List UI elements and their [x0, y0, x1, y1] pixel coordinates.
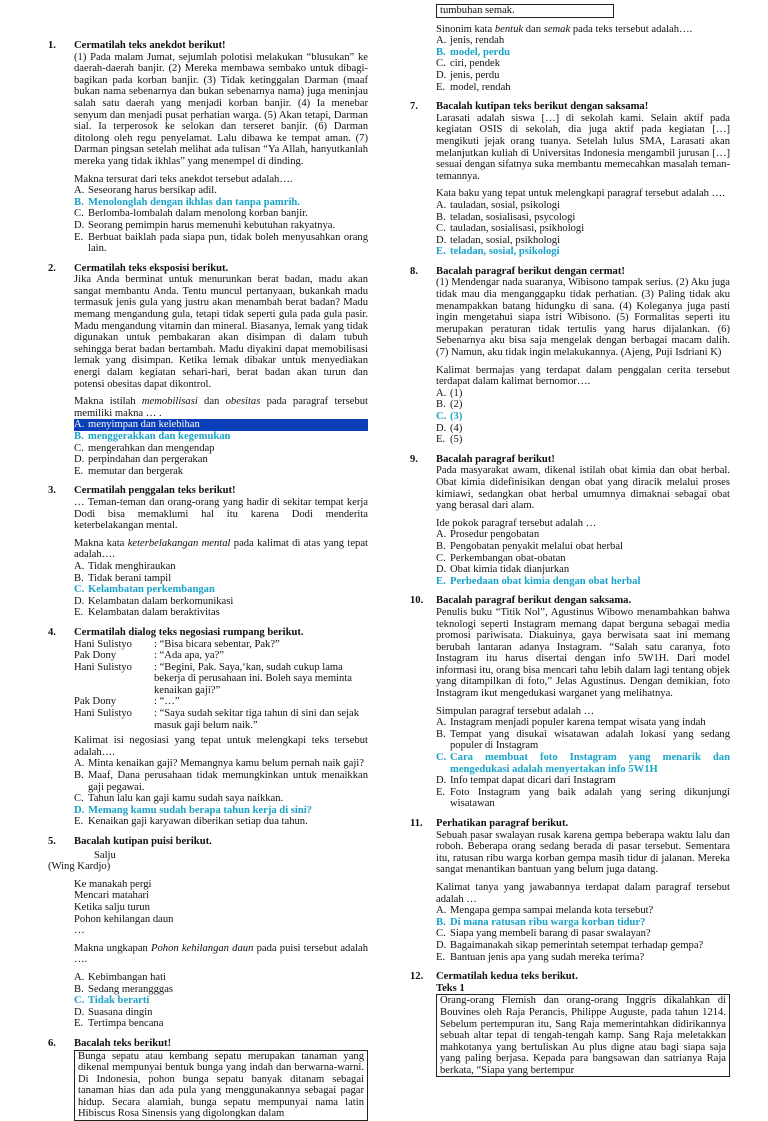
question-title: Cermatilah teks eksposisi berikut. [74, 263, 368, 275]
speaker-name: Hani Sulistyo [74, 639, 154, 651]
option-b[interactable]: B. Di mana ratusan ribu warga korban tidur? [436, 917, 730, 929]
question-prompt: Ide pokok paragraf tersebut adalah … [436, 518, 730, 530]
option-d[interactable]: D. Info tempat dapat dicari dari Instagram [436, 775, 730, 787]
negotiation-dialog [74, 639, 368, 732]
question-3 [48, 485, 368, 619]
question-prompt: Simpulan paragraf tersebut adalah … [436, 706, 730, 718]
question-prompt: Sinonim kata bentuk dan semak pada teks tersebut adalah…. [436, 24, 730, 36]
question-title: Bacalah paragraf berikut dengan cermat! [436, 266, 730, 278]
speaker-name: Hani Sulistyo [74, 662, 154, 697]
question-title: Perhatikan paragraf berikut. [436, 818, 730, 830]
question-10 [410, 595, 730, 810]
question-title: Bacalah teks berikut! [74, 1038, 368, 1050]
question-prompt: Makna tersurat dari teks anekdot tersebut adalah…. [74, 174, 368, 186]
option-e[interactable]: E. teladan, sosial, psikologi [436, 246, 730, 258]
option-e[interactable]: E. (5) [436, 434, 730, 446]
question-title: Cermatilah dialog teks negosiasi rumpang berikut. [74, 627, 368, 639]
left-column [48, 40, 368, 1121]
question-6-continued [410, 24, 730, 94]
option-a[interactable]: A. Kebimbangan hati [74, 972, 368, 984]
right-column [410, 4, 730, 1077]
option-d[interactable]: D. Suasana dingin [74, 1007, 368, 1019]
question-text: (1) Pada malam Jumat, sejumlah polotisi melakukan “blusukan” ke daerah-daerah banjir. (2) Mereka membawa sembako untuk dibagi-bagikan pada korban banjir. (3) Tidak ketinggalan Darman (maaf bukan nama sebenarnya dan bukan sebenarnya nama) juga meninjau salah satu daerah yang menjadi korban banjir. (4) Ia menebar senyum dan menjadi pusat perhatian warga. (5) Akan tetapi, Darman sial. Ia terperosok ke selokan dan terseret banjir. (6) Darman ditolong oleh regu penyelamat. Lalu dibawa ke tempat aman. (7) Darman pingsan setelah melihat ada tulisan “Ya Allah, hanyutkanlah mereka yang tidak ikhlas” yang menempel di dinding. [74, 52, 368, 168]
poem-line: Ketika salju turun [74, 902, 368, 914]
option-c[interactable]: C. Perkembangan obat-obatan [436, 553, 730, 565]
question-5 [48, 836, 368, 1030]
option-a[interactable]: A. Minta kenaikan gaji? Memangnya kamu belum pernah naik gaji? [74, 758, 368, 770]
poem-line: … [74, 925, 368, 937]
question-number: 2. [48, 263, 56, 275]
speaker-line: : “Begini, Pak. Saya,‘kan, sudah cukup lama bekerja di perusahaan ini. Boleh saya meminta kenaikan gaji?” [154, 662, 368, 697]
question-prompt: Kalimat isi negosiasi yang tepat untuk melengkapi teks tersebut adalah…. [74, 735, 368, 758]
option-c[interactable]: C. mengerahkan dan mengendap [74, 443, 368, 455]
speaker-line: : “Saya sudah sekitar tiga tahun di sini dan sejak masuk gaji belum naik.” [154, 708, 368, 731]
option-b[interactable]: B. (2) [436, 399, 730, 411]
poem [74, 850, 368, 937]
question-2 [48, 263, 368, 478]
question-title: Cermatilah teks anekdot berikut! [74, 40, 368, 52]
question-title: Bacalah kutipan teks berikut dengan saksama! [436, 101, 730, 113]
option-d[interactable]: D. Memang kamu sudah berapa tahun kerja di sini? [74, 805, 368, 817]
poem-author: (Wing Kardjo) [48, 861, 368, 873]
speaker-name: Hani Sulistyo [74, 708, 154, 731]
option-c[interactable]: C. Berlomba-lombalah dalam menolong korban banjir. [74, 208, 368, 220]
poem-line: Ke manakah pergi [74, 879, 368, 891]
option-b[interactable]: B. Sedang merangggas [74, 984, 368, 996]
option-e[interactable]: E. Bantuan jenis apa yang sudah mereka terima? [436, 952, 730, 964]
question-number: 4. [48, 627, 56, 639]
option-a[interactable]: A. jenis, rendah [436, 35, 730, 47]
question-number: 9. [410, 454, 418, 466]
option-d[interactable]: D. Kelambatan dalam berkomunikasi [74, 596, 368, 608]
question-title: Cermatilah kedua teks berikut. [436, 971, 730, 983]
text-subtitle: Teks 1 [436, 983, 730, 995]
option-b[interactable]: B. Tempat yang disukai wisatawan adalah lokasi yang sedang populer di Instagram [436, 729, 730, 752]
question-title: Bacalah paragraf berikut dengan saksama. [436, 595, 730, 607]
option-a[interactable]: A. tauladan, sosial, psikologi [436, 200, 730, 212]
question-number: 5. [48, 836, 56, 848]
option-d[interactable]: D. teladan, sosial, psikhologi [436, 235, 730, 247]
poem-title: Salju [74, 850, 368, 862]
option-c[interactable]: C. Tahun lalu kan gaji kamu sudah saya naikkan. [74, 793, 368, 805]
option-e[interactable]: E. Perbedaan obat kimia dengan obat herbal [436, 576, 730, 588]
question-number: 12. [410, 971, 423, 983]
question-text: Penulis buku “Titik Nol”, Agustinus Wibowo menambahkan bahwa teknologi seperti Instagram memang dapat berguna sebagai media promosi pariwisata. Diakuinya, gaya berwisata saat ini memang berubah lantaran adanya Instagram. “Salah satu caranya, foto Instagram itu harus disertai dengan info 5W1H. Dari model informasi itu, orang bisa mencari tahu lebih dalam lagi tentang objek yang ditampilkan di foto,” Jelas Agustinus. Dengan demikian, foto Instagram ikut mengedukasi warganet yang melihatnya. [436, 607, 730, 700]
option-a[interactable]: A. Instagram menjadi populer karena tempat wisata yang indah [436, 717, 730, 729]
option-d[interactable]: D. (4) [436, 423, 730, 435]
option-a[interactable]: A. Seseorang harus bersikap adil. [74, 185, 368, 197]
option-d[interactable]: D. Seorang pemimpin harus memenuhi kebutuhan rakyatnya. [74, 220, 368, 232]
option-c[interactable]: C. Cara membuat foto Instagram yang menarik dan mengedukasi adalah menyertakan info 5W1H [436, 752, 730, 775]
option-a[interactable]: A. menyimpan dan kelebihan [74, 419, 368, 431]
question-title: Bacalah kutipan puisi berikut. [74, 836, 368, 848]
poem-line: Mencari matahari [74, 890, 368, 902]
question-prompt: Kalimat bermajas yang terdapat dalam penggalan cerita tersebut terdapat dalam kalimat bernomor…. [436, 365, 730, 388]
question-text: Sebuah pasar swalayan rusak karena gempa beberapa waktu lalu dan roboh. Beberapa orang sedang berada di pasar tersebut. Sementara itu, ratusan ribu warga korban gempa masih tidur di jalanan. Mereka sangat menantikan bantuan yang belum juga datang. [436, 830, 730, 876]
question-title: Cermatilah penggalan teks berikut! [74, 485, 368, 497]
reading-box-continued: tumbuhan semak. [436, 4, 614, 18]
option-e[interactable]: E. Foto Instagram yang baik adalah yang sering dikunjungi wisatawan [436, 787, 730, 810]
question-text: … Teman-teman dan orang-orang yang hadir di sekitar tempat kerja Dodi bisa memaklumi hal itu karena Dodi menderita keterbelakangan mental. [74, 497, 368, 532]
option-e[interactable]: E. Kelambatan dalam beraktivitas [74, 607, 368, 619]
question-prompt: Makna istilah memobilisasi dan obesitas pada paragraf tersebut memiliki makna … . [74, 396, 368, 419]
question-text: Pada masyarakat awam, dikenal istilah obat kimia dan obat herbal. Obat kimia didefinisikan dengan obat yang diracik melalui proses kimiawi, sedangkan obat herbal umumnya dimaknai sebagai obat yang berasal dari alam. [436, 465, 730, 511]
option-c[interactable]: C. ciri, pendek [436, 58, 730, 70]
option-b[interactable]: B. Maaf, Dana perusahaan tidak memungkinkan untuk menaikkan gaji pegawai. [74, 770, 368, 793]
option-c[interactable]: C. Tidak berarti [74, 995, 368, 1007]
speaker-line: : “Ada apa, ya?” [154, 650, 368, 662]
question-prompt: Makna ungkapan Pohon kehilangan daun pada puisi tersebut adalah …. [74, 943, 368, 966]
option-b[interactable]: B. Tidak berani tampil [74, 573, 368, 585]
question-6 [48, 1038, 368, 1121]
speaker-line: : “Bisa bicara sebentar, Pak?” [154, 639, 368, 651]
option-b[interactable]: B. Menolonglah dengan ikhlas dan tanpa pamrih. [74, 197, 368, 209]
question-text: (1) Mendengar nada suaranya, Wibisono tampak serius. (2) Aku juga tidak mau dia menganggapku tidak perhatian. (3) Paling tidak aku menampakkan batang hidungku di sana. (4) Koleganya juga pasti ingin mengetahui siapa istri Wibisono. (5) Formalitas seperti itu merupakan peraturan tidak tertulis yang harus dijalankan. (6) Sebenarnya aku bisa saja mengelak dengan berbagai macam dalih. (7) Namun, aku tidak ingin melakukannya. (Ajeng, Puji Isdriani K) [436, 277, 730, 358]
reading-box: Orang-orang Flemish dan orang-orang Inggris dikalahkan di Bouvines oleh Raja Perancis, Philippe Auguste, pada tahun 1214. Sebelum pertempuran itu, Sang Raja memerintahkan didirikannya sebuah altar tepat di tengah-tengah kamp. Sang Raja meletakkan mahkotanya yang bertuliskan Au plus digne atau bagi siapa saja yang paling berjasa. Kepada para bangsawan dan satrianya Raja berkata, “Siapa yang bertempur [436, 994, 730, 1077]
option-e[interactable]: E. Tertimpa bencana [74, 1018, 368, 1030]
question-number: 3. [48, 485, 56, 497]
option-e[interactable]: E. model, rendah [436, 82, 730, 94]
question-8 [410, 266, 730, 446]
question-number: 11. [410, 818, 423, 830]
reading-box: Bunga sepatu atau kembang sepatu merupakan tanaman yang dikenal mempunyai bentuk bunga yang indah dan berwarna-warni. Di Indonesia, pohon bunga sepatu banyak ditanam sebagai tanaman hias dan ada pula yang menggunakannya sebagai pagar hidup. Secara alamiah, bunga sepatu mempunyai nama latin Hibiscus Rosa Sinensis yang digolongkan dalam [74, 1050, 368, 1121]
question-prompt: Kata baku yang tepat untuk melengkapi paragraf tersebut adalah …. [436, 188, 730, 200]
option-b[interactable]: B. Pengobatan penyakit melalui obat herbal [436, 541, 730, 553]
option-c[interactable]: C. Siapa yang membeli barang di pasar swalayan? [436, 928, 730, 940]
option-b[interactable]: B. menggerakkan dan kegemukan [74, 431, 368, 443]
option-d[interactable]: D. Bagaimanakah sikap pemerintah setempat terhadap gempa? [436, 940, 730, 952]
question-number: 10. [410, 595, 423, 607]
question-prompt: Makna kata keterbelakangan mental pada kalimat di atas yang tepat adalah…. [74, 538, 368, 561]
question-number: 1. [48, 40, 56, 52]
question-7 [410, 101, 730, 258]
option-d[interactable]: D. perpindahan dan pergerakan [74, 454, 368, 466]
question-number: 7. [410, 101, 418, 113]
option-c[interactable]: C. Kelambatan perkembangan [74, 584, 368, 596]
option-a[interactable]: A. Prosedur pengobatan [436, 529, 730, 541]
question-4 [48, 627, 368, 828]
question-12 [410, 971, 730, 1077]
question-1 [48, 40, 368, 255]
option-a[interactable]: A. Mengapa gempa sampai melanda kota tersebut? [436, 905, 730, 917]
option-a[interactable]: A. Tidak menghiraukan [74, 561, 368, 573]
option-d[interactable]: D. jenis, perdu [436, 70, 730, 82]
option-e[interactable]: E. memutar dan bergerak [74, 466, 368, 478]
option-e[interactable]: E. Kenaikan gaji karyawan diberikan setiap dua tahun. [74, 816, 368, 828]
question-9 [410, 454, 730, 588]
option-c[interactable]: C. tauladan, sosialisasi, psikhologi [436, 223, 730, 235]
speaker-name: Pak Dony [74, 696, 154, 708]
speaker-line: : “…” [154, 696, 368, 708]
option-a[interactable]: A. (1) [436, 388, 730, 400]
question-title: Bacalah paragraf berikut! [436, 454, 730, 466]
option-b[interactable]: B. teladan, sosialisasi, psycologi [436, 212, 730, 224]
option-c[interactable]: C. (3) [436, 411, 730, 423]
question-number: 6. [48, 1038, 56, 1050]
question-11 [410, 818, 730, 963]
speaker-name: Pak Dony [74, 650, 154, 662]
question-number: 8. [410, 266, 418, 278]
option-d[interactable]: D. Obat kimia tidak dianjurkan [436, 564, 730, 576]
question-text: Larasati adalah siswa […] di sekolah kami. Selain aktif pada kegiatan OSIS di sekolah, dia juga aktif pada kegiatan […] mengikuti jejak orang tuanya. Setelah lulus SMA, Larasati akan melanjutkan kuliah di Universitas Indonesia mengambil jurusan […] sesuai dengan sifatnya suka membantu memecahkan masalah teman-temannya. [436, 113, 730, 183]
question-text: Jika Anda berminat untuk menurunkan berat badan, madu akan sangat membantu Anda. Tentu muncul pertanyaan, bukankah madu termasuk jenis gula yang justru akan menambah berat badan? Madu memang mengandung gula, tetapi tidak seperti gula pada gula pasir. Madu mengandung vitamin dan mineral. Biasanya, lemak yang tidak digunakan untuk pembakaran akan disimpan di dalam tubuh sehingga berat badan bertambah. Madu diyakini dapat memobilisasi lemak yang disimpan. Ketika lemak dibakar untuk menyediakan energi dalam kegiatan sehari-hari, berat badan akan turun dan potensi obesitas dapat dikontrol. [74, 274, 368, 390]
question-prompt: Kalimat tanya yang jawabannya terdapat dalam paragraf tersebut adalah … [436, 882, 730, 905]
poem-line: Pohon kehilangan daun [74, 914, 368, 926]
option-b[interactable]: B. model, perdu [436, 47, 730, 59]
option-e[interactable]: E. Berbuat baiklah pada siapa pun, tidak boleh menyusahkan orang lain. [74, 232, 368, 255]
